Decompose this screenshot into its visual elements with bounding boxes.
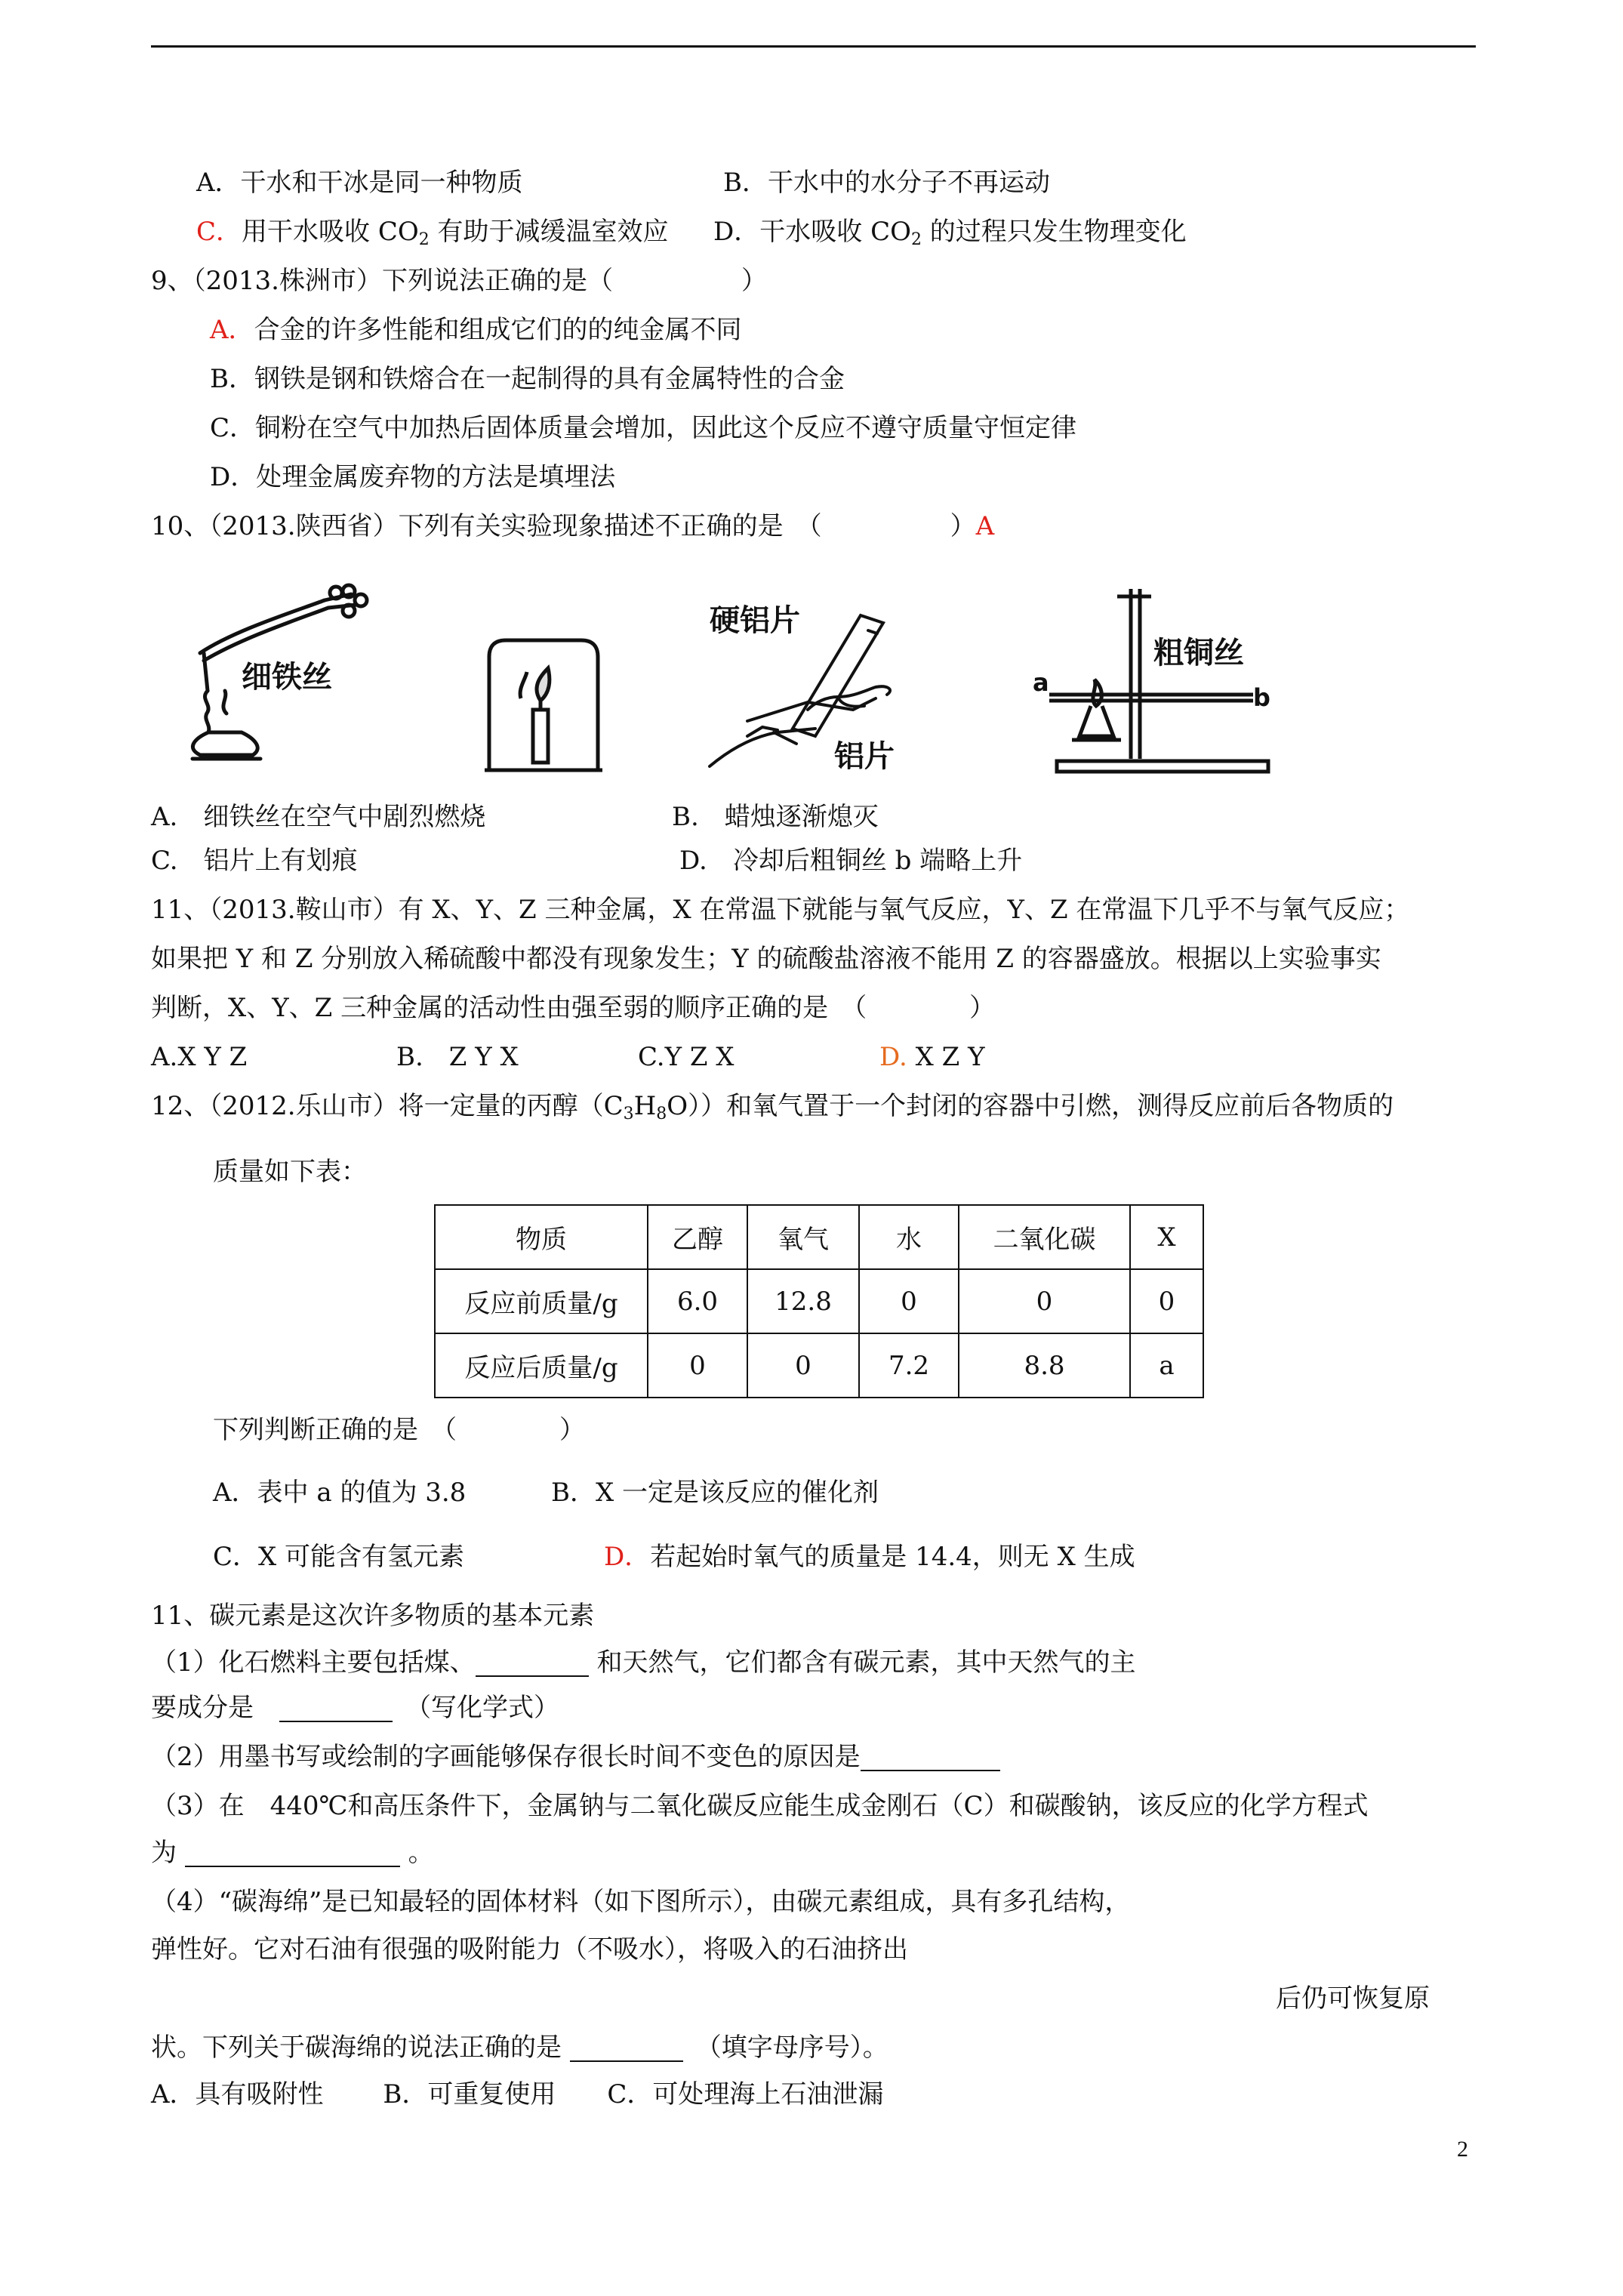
q13-part-4d: 状。下列关于碳海绵的说法正确的是 （填字母序号）。	[151, 2032, 888, 2063]
fig-label-aluminum: 铝片	[834, 739, 895, 770]
blank-5[interactable]	[570, 2035, 683, 2062]
figure-candle-under-jar	[483, 634, 604, 774]
q13-part-4c: 后仍可恢复原	[1276, 1983, 1430, 2014]
blank-2[interactable]	[279, 1695, 393, 1722]
q8-option-b: B．干水中的水分子不再运动	[723, 168, 1050, 198]
table-cell: 反应后质量/g	[435, 1333, 648, 1398]
q11-line-2: 如果把 Y 和 Z 分别放入稀硫酸中都没有现象发生；Y 的硫酸盐溶液不能用 Z 的容器盛放。根据以上实验事实	[151, 944, 1381, 974]
header-rule	[151, 45, 1476, 48]
table-cell: 0	[1130, 1269, 1203, 1333]
table-header-cell: 水	[859, 1205, 959, 1269]
q11-option-c: C.Y Z X	[638, 1042, 735, 1072]
q9-option-d: D．处理金属废弃物的方法是填埋法	[210, 462, 616, 492]
table-cell: 反应前质量/g	[435, 1269, 648, 1333]
blank-4[interactable]	[185, 1840, 400, 1867]
q13-part-4b: 弹性好。它对石油有很强的吸附能力（不吸水），将吸入的石油挤出	[151, 1934, 908, 1965]
fig-label-point-b: b	[1253, 683, 1270, 712]
q8-option-d: D．干水吸收 $CO_2$ 的过程只发生物理变化	[713, 217, 1187, 249]
page-number: 2	[1457, 2137, 1468, 2162]
table-header-row	[435, 1205, 1203, 1269]
figure-copper-wire-stand	[1027, 574, 1283, 778]
q13-options: A．具有吸附性 B．可重复使用 C．可处理海上石油泄漏	[151, 2079, 884, 2110]
table-cell: 0	[648, 1333, 747, 1398]
q11-line-3: 判断，X、Y、Z 三种金属的活动性由强至弱的顺序正确的是 （ ）	[151, 993, 996, 1023]
table-header-cell: 二氧化碳	[959, 1205, 1130, 1269]
q12-answer-letter: D．	[604, 1542, 651, 1572]
q11-option-d: D. X Z Y	[879, 1042, 985, 1072]
mass-table	[434, 1204, 1204, 1398]
table-cell: 8.8	[959, 1333, 1130, 1398]
q9-option-b: B．钢铁是钢和铁熔合在一起制得的具有金属特性的合金	[210, 364, 845, 394]
q8-option-a: A．干水和干冰是同一种物质	[196, 168, 523, 198]
q13-part-4: （4）“碳海绵”是已知最轻的固体材料（如下图所示），由碳元素组成，具有多孔结构，	[151, 1887, 1131, 1917]
fig-label-hard-aluminum: 硬铝片	[710, 603, 800, 638]
q12-option-c: C．X 可能含有氢元素	[213, 1542, 465, 1572]
q11-line-1: 11、（2013.鞍山市）有 X、Y、Z 三种金属，X 在常温下就能与氧气反应，Y、Z 在常温下几乎不与氧气反应；	[151, 895, 1410, 925]
blank-3[interactable]	[861, 1744, 1000, 1771]
table-header-cell: X	[1130, 1205, 1203, 1269]
q9-option-c: C．铜粉在空气中加热后固体质量会增加，因此这个反应不遵守质量守恒定律	[210, 413, 1077, 443]
q8-option-c-letter: C．	[196, 217, 242, 247]
table-cell: 6.0	[648, 1269, 747, 1333]
q9-stem: 9、（2013.株洲市）下列说法正确的是（ ）	[151, 266, 767, 296]
figure-aluminum-scratch	[702, 585, 921, 770]
q10-answer: A	[975, 511, 995, 541]
q10-option-b: B. 蜡烛逐渐熄灭	[672, 802, 879, 832]
q13-part-1b: 要成分是 （写化学式）	[151, 1693, 559, 1723]
blank-1[interactable]	[476, 1650, 589, 1677]
fig-label-iron-wire: 细铁丝	[242, 660, 332, 695]
table-cell: 12.8	[747, 1269, 859, 1333]
table-cell: 0	[747, 1333, 859, 1398]
q9-option-a: A．合金的许多性能和组成它们的的纯金属不同	[210, 315, 742, 345]
table-cell: a	[1130, 1333, 1203, 1398]
q11-answer-letter: D.	[879, 1042, 907, 1072]
q12-line-2: 质量如下表：	[213, 1157, 367, 1187]
q9-answer-letter: A．	[210, 315, 254, 345]
table-header-cell: 氧气	[747, 1205, 859, 1269]
q10-option-c: C. 铝片上有划痕	[151, 846, 358, 876]
q12-judge: 下列判断正确的是 （ ）	[213, 1415, 585, 1445]
q10-stem: 10、（2013.陕西省）下列有关实验现象描述不正确的是 （ ）A	[151, 511, 995, 541]
table-cell: 0	[859, 1269, 959, 1333]
figure-iron-wire-burning	[181, 578, 423, 774]
q12-option-b: B．X 一定是该反应的催化剂	[551, 1478, 879, 1508]
q10-option-a: A. 细铁丝在空气中剧烈燃烧	[151, 802, 486, 832]
q13-part-2: （2）用墨书写或绘制的字画能够保存很长时间不变色的原因是	[151, 1740, 1000, 1774]
table-row	[435, 1269, 1203, 1333]
q11-option-b: B. Z Y X	[396, 1042, 519, 1072]
q12-line-1: 12、（2012.乐山市）将一定量的丙醇$(C_3H_8O)$）和氧气置于一个封闭的容器中引燃，测得反应前后各物质的	[151, 1091, 1394, 1123]
table-row	[435, 1333, 1203, 1398]
q12-option-a: A．表中 a 的值为 3.8	[213, 1478, 467, 1508]
table-cell: 0	[959, 1269, 1130, 1333]
table-header-cell: 乙醇	[648, 1205, 747, 1269]
fig-label-copper-wire: 粗铜丝	[1153, 636, 1244, 670]
table-header-cell: 物质	[435, 1205, 648, 1269]
table-cell: 7.2	[859, 1333, 959, 1398]
fig-label-point-a: a	[1033, 668, 1049, 697]
q12-option-d: D．若起始时氧气的质量是 14.4，则无 X 生成	[604, 1542, 1135, 1572]
q13-part-1: （1）化石燃料主要包括煤、 和天然气，它们都含有碳元素，其中天然气的主	[151, 1647, 1136, 1678]
q11-option-a: A.X Y Z	[151, 1042, 248, 1072]
q13-part-3: （3）在 440℃和高压条件下，金属钠与二氧化碳反应能生成金刚石（C）和碳酸钠，该反应的化学方程式	[151, 1791, 1369, 1821]
q13-stem: 11、碳元素是这次许多物质的基本元素	[151, 1601, 595, 1631]
q10-option-d: D. 冷却后粗铜丝 b 端略上升	[679, 846, 1023, 876]
q8-option-c: C．用干水吸收 $CO_2$ 有助于减缓温室效应	[196, 217, 669, 249]
q13-part-3b: 为 。	[151, 1838, 434, 1868]
